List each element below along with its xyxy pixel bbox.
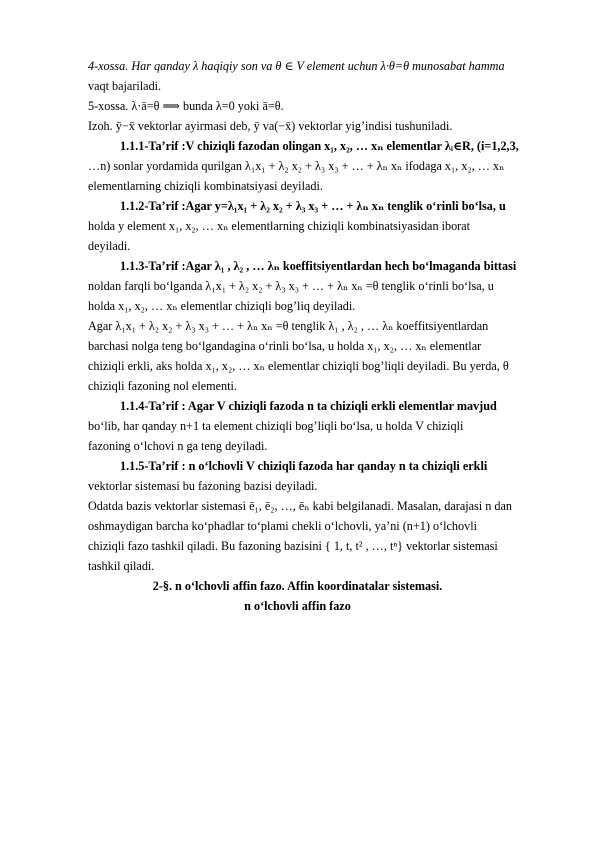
text-line: chiziqli erkli, aks holda x₁, x₂, … xₙ elementlar chiziqli bog’liqli deyiladi. Bu yerda, θ: [88, 359, 509, 373]
text-line: vaqt bajariladi.: [88, 79, 162, 93]
definition-1-1-4: 1.1.4-Ta’rif : Agar V chiziqli fazoda n ta chiziqli erkli elementlar mavjud: [120, 399, 497, 413]
text-line: fazoning o‘lchovi n ga teng deyiladi.: [88, 439, 268, 453]
text-line: holda x₁, x₂, … xₙ elementlar chiziqli bog’liq deyiladi.: [88, 299, 356, 313]
text-line-property-4: 4-xossa. Har qanday λ haqiqiy son va θ ∈ V element uchun λ·θ=θ munosabat hamma: [88, 59, 505, 73]
text-line: deyiladi.: [88, 239, 131, 253]
text-line: tashkil qiladi.: [88, 559, 155, 573]
text-line: chiziqli fazoning nol elementi.: [88, 379, 237, 393]
definition-1-1-3: 1.1.3-Ta’rif :Agar λ₁ , λ₂ , … λₙ koeffitsiyentlardan hech bo‘lmaganda bittasi: [120, 259, 517, 273]
definition-1-1-2: 1.1.2-Ta’rif :Agar y=λ₁x₁ + λ₂ x₂ + λ₃ x₃ + … + λₙ xₙ tenglik o‘rinli bo‘lsa, u: [120, 199, 506, 213]
text-line: oshmaydigan barcha ko‘phadlar to‘plami chekli o‘lchovli, ya’ni (n+1) o‘lchovli: [88, 519, 477, 533]
text-line: chiziqli fazo tashkil qiladi. Bu fazoning bazisini { 1, t, t² , …, tⁿ} vektorlar sistemasi: [88, 539, 498, 553]
text-line-note: Izoh. ȳ−x̄ vektorlar ayirmasi deb, ȳ va(−x̄) vektorlar yig’indisi tushuniladi.: [88, 119, 453, 133]
subsection-heading: n o‘lchovli affin fazo: [244, 599, 351, 613]
text-line: noldan farqli bo‘lganda λ₁x₁ + λ₂ x₂ + λ₃ x₃ + … + λₙ xₙ =θ tenglik o‘rinli bo‘lsa, u: [88, 279, 494, 293]
text-line-property-5: 5-xossa. λ·ā=θ ⟹ bunda λ=0 yoki ā=θ.: [88, 99, 284, 113]
text-line: holda y element x₁, x₂, … xₙ elementlarning chiziqli kombinatsiyasidan iborat: [88, 219, 471, 233]
text-line: Agar λ₁x₁ + λ₂ x₂ + λ₃ x₃ + … + λₙ xₙ =θ tenglik λ₁ , λ₂ , … λₙ koeffitsiyentlardan: [88, 319, 489, 333]
definition-1-1-5: 1.1.5-Ta’rif : n o‘lchovli V chiziqli fazoda har qanday n ta chiziqli erkli: [120, 459, 488, 473]
text-line: barchasi nolga teng bo‘lgandagina o‘rinli bo‘lsa, u holda x₁, x₂, … xₙ elementlar: [88, 339, 482, 353]
text-line: Odatda bazis vektorlar sistemasi ē₁, ē₂, …, ēₙ kabi belgilanadi. Masalan, darajasi n dan: [88, 499, 512, 513]
text-line: bo‘lib, har qanday n+1 ta element chiziqli bog’liqli bo‘lsa, u holda V chiziqli: [88, 419, 464, 433]
definition-1-1-1: 1.1.1-Ta’rif :V chiziqli fazodan olingan x₁, x₂, … xₙ elementlar λᵢ∈R, (i=1,2,3,: [120, 139, 519, 153]
text-line: elementlarning chiziqli kombinatsiyasi deyiladi.: [88, 179, 323, 193]
section-heading: 2-§. n o‘lchovli affin fazo. Affin koordinatalar sistemasi.: [152, 579, 443, 593]
text-line: vektorlar sistemasi bu fazoning bazisi deyiladi.: [88, 479, 318, 493]
text-line: …n) sonlar yordamida qurilgan λ₁x₁ + λ₂ x₂ + λ₃ x₃ + … + λₙ xₙ ifodaga x₁, x₂, … xₙ: [88, 159, 505, 173]
